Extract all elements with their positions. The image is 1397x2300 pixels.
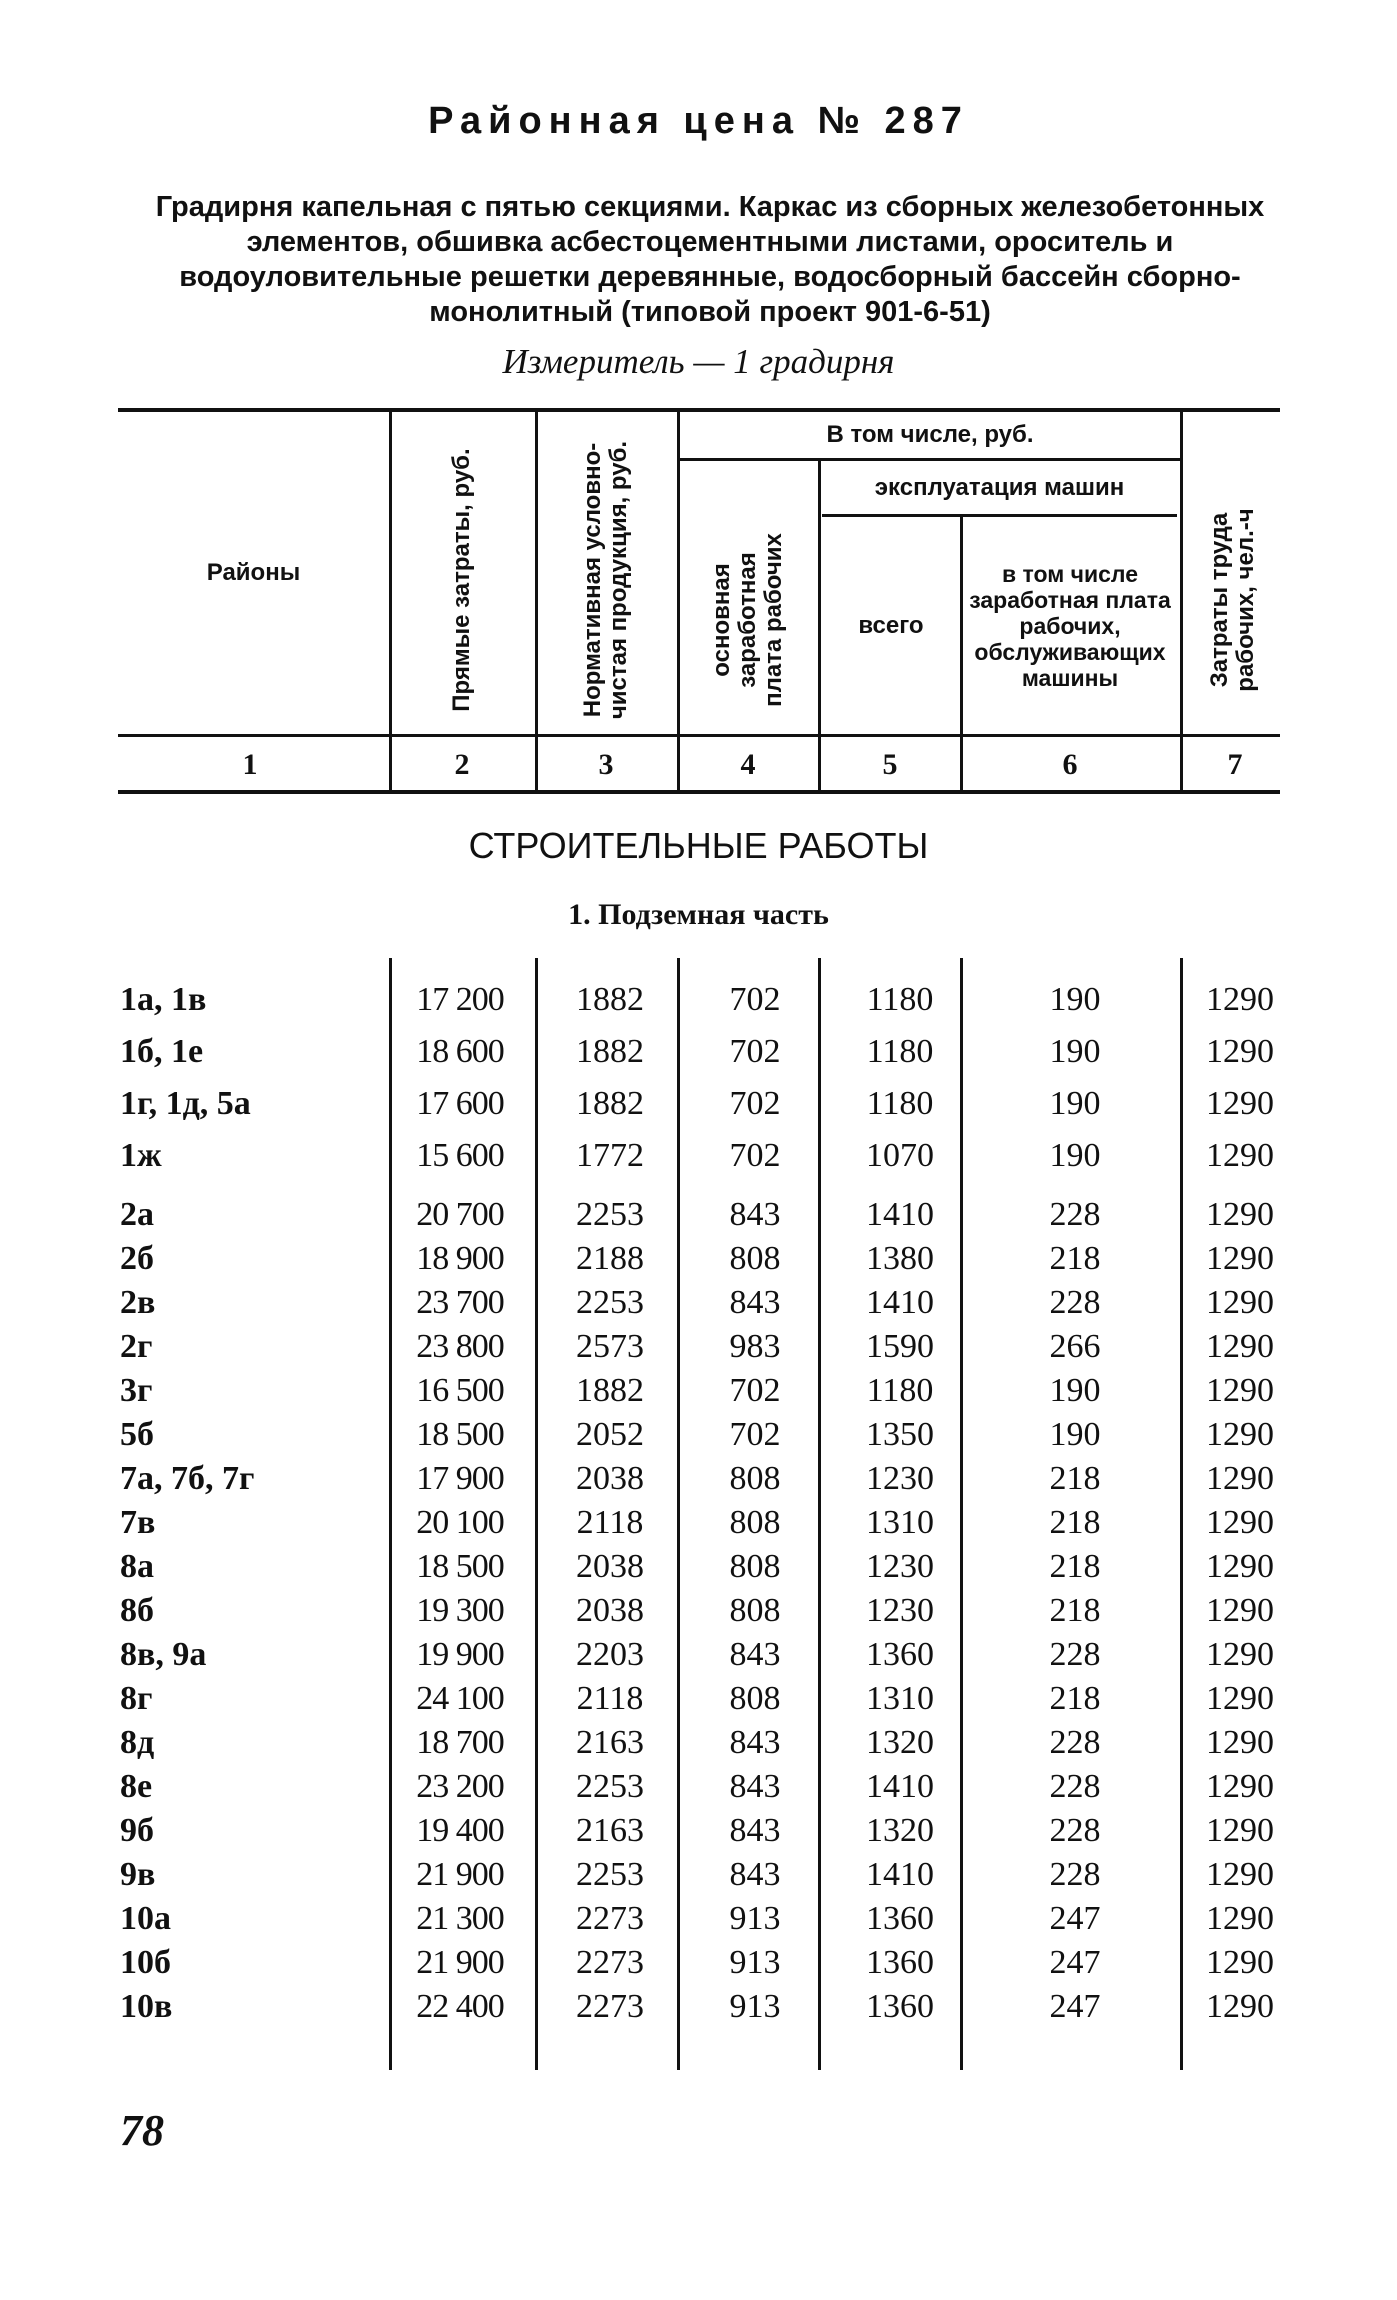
value-cell: 1410 <box>866 1196 934 1233</box>
value-cell: 1290 <box>1206 1636 1274 1673</box>
value-cell: 808 <box>729 1460 781 1497</box>
value-cell: 1290 <box>1206 1504 1274 1541</box>
value-cell: 21 900 <box>416 1944 504 1981</box>
value-cell: 1410 <box>866 1284 934 1321</box>
value-cell: 1290 <box>1206 1680 1274 1717</box>
value-cell: 1180 <box>866 1033 934 1070</box>
column-number: 4 <box>740 748 756 781</box>
value-cell: 2163 <box>576 1812 644 1849</box>
value-cell: 18 500 <box>416 1548 504 1585</box>
value-cell: 1180 <box>866 1372 934 1409</box>
table-row <box>0 1677 1397 1721</box>
header-labor: Затраты труда рабочих, чел.-ч <box>1206 508 1259 692</box>
value-cell: 1380 <box>866 1240 934 1277</box>
value-cell: 218 <box>1049 1504 1101 1541</box>
value-cell: 808 <box>729 1240 781 1277</box>
value-cell: 18 900 <box>416 1240 504 1277</box>
value-cell: 20 700 <box>416 1196 504 1233</box>
value-cell: 2273 <box>576 1944 644 1981</box>
table-header-rule <box>118 734 1280 737</box>
value-cell: 1290 <box>1206 1033 1274 1070</box>
table-row <box>0 1325 1397 1369</box>
value-cell: 2203 <box>576 1636 644 1673</box>
value-cell: 1310 <box>866 1680 934 1717</box>
value-cell: 190 <box>1049 981 1101 1018</box>
value-cell: 18 700 <box>416 1724 504 1761</box>
section-title: СТРОИТЕЛЬНЫЕ РАБОТЫ <box>468 825 929 866</box>
column-number: 1 <box>242 748 258 781</box>
value-cell: 1290 <box>1206 1592 1274 1629</box>
header-divider <box>535 412 538 794</box>
header-districts: Районы <box>206 559 301 586</box>
value-cell: 17 900 <box>416 1460 504 1497</box>
value-cell: 2273 <box>576 1988 644 2025</box>
value-cell: 2038 <box>576 1592 644 1629</box>
value-cell: 16 500 <box>416 1372 504 1409</box>
page-number: 78 <box>120 2106 164 2155</box>
table-row <box>0 978 1397 1022</box>
header-base-wage: основная заработная плата рабочих <box>708 533 787 707</box>
value-cell: 913 <box>729 1900 781 1937</box>
value-cell: 2038 <box>576 1460 644 1497</box>
value-cell: 247 <box>1049 1944 1101 1981</box>
value-cell: 843 <box>729 1284 781 1321</box>
value-cell: 21 300 <box>416 1900 504 1937</box>
value-cell: 843 <box>729 1196 781 1233</box>
value-cell: 2118 <box>576 1504 644 1541</box>
value-cell: 2163 <box>576 1724 644 1761</box>
value-cell: 1360 <box>866 1944 934 1981</box>
table-row <box>0 1193 1397 1237</box>
value-cell: 228 <box>1049 1856 1101 1893</box>
value-cell: 1320 <box>866 1812 934 1849</box>
value-cell: 1290 <box>1206 1240 1274 1277</box>
value-cell: 22 400 <box>416 1988 504 2025</box>
value-cell: 702 <box>729 981 781 1018</box>
value-cell: 190 <box>1049 1416 1101 1453</box>
value-cell: 702 <box>729 1033 781 1070</box>
header-machine-total: всего <box>858 611 924 639</box>
value-cell: 218 <box>1049 1240 1101 1277</box>
value-cell: 702 <box>729 1137 781 1174</box>
district-cell: 2в <box>120 1284 156 1321</box>
value-cell: 843 <box>729 1768 781 1805</box>
value-cell: 1290 <box>1206 1944 1274 1981</box>
value-cell: 702 <box>729 1416 781 1453</box>
value-cell: 228 <box>1049 1196 1101 1233</box>
value-cell: 1410 <box>866 1768 934 1805</box>
value-cell: 1350 <box>866 1416 934 1453</box>
value-cell: 218 <box>1049 1548 1101 1585</box>
value-cell: 843 <box>729 1724 781 1761</box>
value-cell: 702 <box>729 1372 781 1409</box>
value-cell: 1180 <box>866 981 934 1018</box>
value-cell: 702 <box>729 1085 781 1122</box>
column-number: 5 <box>882 748 898 781</box>
table-row <box>0 1082 1397 1126</box>
district-cell: 9в <box>120 1856 156 1893</box>
value-cell: 1882 <box>576 1372 644 1409</box>
district-cell: 8е <box>120 1768 153 1805</box>
district-cell: 8б <box>120 1592 154 1629</box>
value-cell: 1290 <box>1206 1085 1274 1122</box>
value-cell: 2038 <box>576 1548 644 1585</box>
value-cell: 2118 <box>576 1680 644 1717</box>
value-cell: 1290 <box>1206 1900 1274 1937</box>
value-cell: 17 600 <box>416 1085 504 1122</box>
value-cell: 18 600 <box>416 1033 504 1070</box>
value-cell: 1290 <box>1206 1724 1274 1761</box>
value-cell: 228 <box>1049 1636 1101 1673</box>
district-cell: 3г <box>120 1372 153 1409</box>
district-cell: 10в <box>120 1988 173 2025</box>
table-row <box>0 1457 1397 1501</box>
table-row <box>0 1985 1397 2029</box>
value-cell: 1290 <box>1206 1856 1274 1893</box>
description: Градирня капельная с пятью секциями. Каркас из сборных железобетонных элементов, обшивка асбестоцементными листами, ороситель и водоуловительные решетки деревянные, водосборный бассейн сборно-монолитный (типовой проект 901-6-51) <box>155 191 1265 328</box>
value-cell: 1230 <box>866 1548 934 1585</box>
table-row <box>0 1897 1397 1941</box>
value-cell: 1882 <box>576 1033 644 1070</box>
table-row <box>0 1765 1397 1809</box>
header-divider <box>677 412 680 794</box>
value-cell: 843 <box>729 1812 781 1849</box>
value-cell: 808 <box>729 1504 781 1541</box>
value-cell: 1290 <box>1206 1812 1274 1849</box>
district-cell: 2г <box>120 1328 153 1365</box>
value-cell: 1290 <box>1206 1137 1274 1174</box>
value-cell: 1230 <box>866 1460 934 1497</box>
column-number: 3 <box>598 748 614 781</box>
district-cell: 10а <box>120 1900 171 1937</box>
table-row <box>0 1134 1397 1178</box>
value-cell: 1882 <box>576 1085 644 1122</box>
district-cell: 8а <box>120 1548 154 1585</box>
value-cell: 808 <box>729 1548 781 1585</box>
value-cell: 1410 <box>866 1856 934 1893</box>
district-cell: 8в, 9а <box>120 1636 207 1673</box>
value-cell: 1230 <box>866 1592 934 1629</box>
value-cell: 1290 <box>1206 1988 1274 2025</box>
table-row <box>0 1633 1397 1677</box>
value-cell: 218 <box>1049 1592 1101 1629</box>
table-row <box>0 1369 1397 1413</box>
district-cell: 1г, 1д, 5а <box>120 1085 251 1122</box>
value-cell: 228 <box>1049 1724 1101 1761</box>
value-cell: 1290 <box>1206 1372 1274 1409</box>
header-divider <box>389 412 392 794</box>
table-row <box>0 1281 1397 1325</box>
district-cell: 2а <box>120 1196 154 1233</box>
header-machine-wage: в том числе заработная плата рабочих, обслуживающих машины <box>969 560 1171 691</box>
value-cell: 24 100 <box>416 1680 504 1717</box>
value-cell: 17 200 <box>416 981 504 1018</box>
district-cell: 1а, 1в <box>120 981 207 1018</box>
district-cell: 5б <box>120 1416 154 1453</box>
value-cell: 1360 <box>866 1900 934 1937</box>
value-cell: 15 600 <box>416 1137 504 1174</box>
value-cell: 190 <box>1049 1085 1101 1122</box>
table-row <box>0 1501 1397 1545</box>
value-cell: 218 <box>1049 1460 1101 1497</box>
table-row <box>0 1941 1397 1985</box>
header-divider <box>818 460 821 794</box>
value-cell: 19 300 <box>416 1592 504 1629</box>
value-cell: 1290 <box>1206 1284 1274 1321</box>
value-cell: 913 <box>729 1988 781 2025</box>
column-number: 2 <box>454 748 470 781</box>
value-cell: 1772 <box>576 1137 644 1174</box>
table-row <box>0 1030 1397 1074</box>
table-row <box>0 1721 1397 1765</box>
page-title: Районная цена № 287 <box>428 100 969 142</box>
value-cell: 808 <box>729 1680 781 1717</box>
district-cell: 8г <box>120 1680 153 1717</box>
value-cell: 218 <box>1049 1680 1101 1717</box>
value-cell: 190 <box>1049 1137 1101 1174</box>
value-cell: 2253 <box>576 1284 644 1321</box>
value-cell: 1590 <box>866 1328 934 1365</box>
value-cell: 1290 <box>1206 1460 1274 1497</box>
value-cell: 983 <box>729 1328 781 1365</box>
value-cell: 1360 <box>866 1988 934 2025</box>
table-header-bottom-rule <box>118 790 1280 794</box>
value-cell: 1070 <box>866 1137 934 1174</box>
value-cell: 23 200 <box>416 1768 504 1805</box>
value-cell: 228 <box>1049 1284 1101 1321</box>
value-cell: 1290 <box>1206 1328 1274 1365</box>
value-cell: 2188 <box>576 1240 644 1277</box>
value-cell: 913 <box>729 1944 781 1981</box>
value-cell: 23 700 <box>416 1284 504 1321</box>
value-cell: 18 500 <box>416 1416 504 1453</box>
header-divider <box>1180 412 1183 794</box>
value-cell: 2253 <box>576 1196 644 1233</box>
value-cell: 2253 <box>576 1856 644 1893</box>
value-cell: 190 <box>1049 1033 1101 1070</box>
value-cell: 843 <box>729 1636 781 1673</box>
measure-unit: Измеритель — 1 градирня <box>502 342 895 381</box>
district-cell: 7в <box>120 1504 156 1541</box>
value-cell: 190 <box>1049 1372 1101 1409</box>
district-cell: 1ж <box>120 1137 162 1174</box>
header-including: В том числе, руб. <box>826 421 1034 448</box>
district-cell: 9б <box>120 1812 154 1849</box>
value-cell: 20 100 <box>416 1504 504 1541</box>
header-machine-operation: эксплуатация машин <box>874 473 1125 501</box>
table-row <box>0 1853 1397 1897</box>
value-cell: 1290 <box>1206 1548 1274 1585</box>
value-cell: 1290 <box>1206 1768 1274 1805</box>
value-cell: 1882 <box>576 981 644 1018</box>
value-cell: 228 <box>1049 1768 1101 1805</box>
value-cell: 266 <box>1049 1328 1101 1365</box>
value-cell: 843 <box>729 1856 781 1893</box>
value-cell: 1310 <box>866 1504 934 1541</box>
column-number: 6 <box>1062 748 1078 781</box>
header-direct-costs: Прямые затраты, руб. <box>448 448 475 712</box>
value-cell: 1290 <box>1206 981 1274 1018</box>
district-cell: 7а, 7б, 7г <box>120 1460 255 1497</box>
value-cell: 21 900 <box>416 1856 504 1893</box>
value-cell: 2573 <box>576 1328 644 1365</box>
value-cell: 247 <box>1049 1988 1101 2025</box>
value-cell: 19 400 <box>416 1812 504 1849</box>
table-row <box>0 1545 1397 1589</box>
value-cell: 1320 <box>866 1724 934 1761</box>
value-cell: 2253 <box>576 1768 644 1805</box>
value-cell: 19 900 <box>416 1636 504 1673</box>
table-row <box>0 1237 1397 1281</box>
value-cell: 1290 <box>1206 1416 1274 1453</box>
value-cell: 1290 <box>1206 1196 1274 1233</box>
value-cell: 23 800 <box>416 1328 504 1365</box>
value-cell: 2052 <box>576 1416 644 1453</box>
value-cell: 1360 <box>866 1636 934 1673</box>
value-cell: 247 <box>1049 1900 1101 1937</box>
table-row <box>0 1413 1397 1457</box>
column-number: 7 <box>1227 748 1243 781</box>
district-cell: 10б <box>120 1944 171 1981</box>
value-cell: 808 <box>729 1592 781 1629</box>
table-row <box>0 1809 1397 1853</box>
district-cell: 2б <box>120 1240 154 1277</box>
district-cell: 1б, 1е <box>120 1033 204 1070</box>
table-row <box>0 1589 1397 1633</box>
section-subtitle: 1. Подземная часть <box>568 898 829 931</box>
value-cell: 1180 <box>866 1085 934 1122</box>
header-normative: Нормативная условно-чистая продукция, руб. <box>579 440 632 720</box>
value-cell: 2273 <box>576 1900 644 1937</box>
district-cell: 8д <box>120 1724 155 1761</box>
value-cell: 228 <box>1049 1812 1101 1849</box>
